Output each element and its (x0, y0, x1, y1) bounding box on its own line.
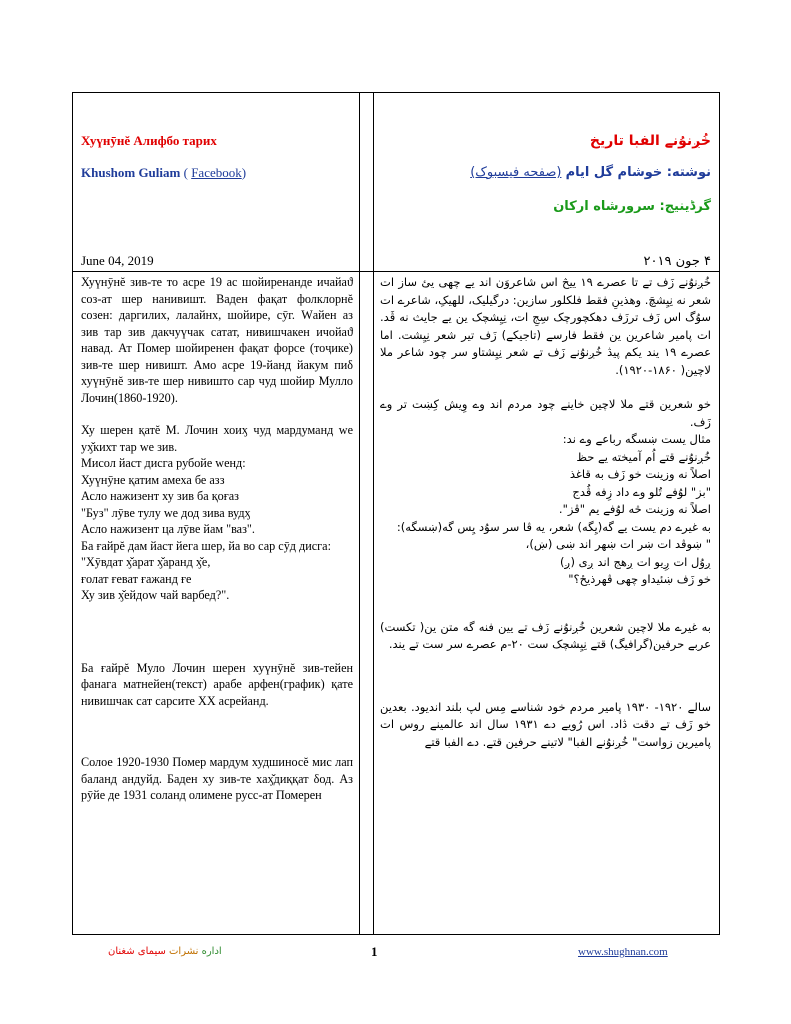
poem-line: Хуүнӯне қатим амеха бе азз (81, 472, 225, 487)
body-cell-left (73, 272, 360, 935)
translator-line: گرڈینیج: سرورشاه ارکان (553, 199, 711, 214)
header-cell-right (374, 93, 720, 272)
poem-line-arabic: خو زَف ښئیداو چھی ڤهرذیځ؟" (568, 572, 711, 586)
paragraph-5: Солое 1920-1930 Помер мардум худшиносĕ мис лап баланд андуйд. Баден ху зив-те хаӽ̌диққат δод. Аз рӯйе де 1931 соланд олимене русс-ат Померен (81, 755, 353, 802)
poem-line: Ху зив ӽ̌ейдоw чай варбед?". (81, 588, 230, 602)
poem-line-arabic: اصلاً نه وزینت څه لوُفے یم "ڤز". (558, 502, 711, 516)
website-link[interactable]: www.shughnan.com (578, 946, 668, 958)
poem-line: "Буз" лӯве тулу wе дод зива вудӽ (81, 505, 251, 520)
page-number: 1 (371, 944, 378, 959)
author-name: Khushom Guliam (81, 165, 181, 180)
paragraph-2: Ху шерен қатĕ М. Лочин хоиӽ чуд мардуманд wе уӽ̌кихт тар wе зив. (81, 423, 353, 454)
author-line-arabic (470, 165, 711, 180)
publisher-part-c: سیمای شغنان (108, 946, 166, 957)
paragraph-2-arabic: خو شعرین قتے ملا لاچین خاینے چود مردم اند وے وِیش کِښت تر وے زَف. (380, 397, 711, 429)
date-english: June 04, 2019 (81, 253, 154, 268)
facebook-page-link[interactable]: (صفحه فیسبوک) (470, 165, 562, 180)
paragraph-1-arabic: خُږنوُنے زَف تے تا عصرے ۱۹ ییڅ اس شاعروَن اند یے چھی یئ ساز ات شعر نه نِیِشچَ. وھذینِ فقط فلکلور سازین: درگیلیک، للهیکِ، شاعرے ات سوُگ اس زَف ترزَف دهکچورچک سِجِ ات، نِیِشچک ین یے جایث نه ڤَد. ات پامیر شاعرین ین فقط فارسے (تاجیکے) زَف تیر شعر نِیِشت. اما عصرے ۱۹ یند یکم پیڎ خُږنوُنے زَف تے شعر نِیِشتاو سر چود شاعر ملا لاچین( ۱۸۶۰-۱۹۲۰). (380, 275, 711, 377)
header-cell-left (73, 93, 360, 272)
poem-line-arabic: خُږنوُنے قتے اُم آمیخته یے حظ (576, 449, 711, 464)
author-paren-close: ) (241, 165, 247, 180)
facebook-link[interactable]: Facebook (191, 165, 242, 180)
author-paren-open: ( (183, 165, 192, 180)
separator-cell (360, 93, 374, 272)
separator-cell (360, 272, 374, 935)
paragraph-5-arabic: سالے ۱۹۲۰- ۱۹۳۰ پامیر مردم خود شناسے مِس لپ بلند اندیود. بعدین خو زَف تے دقت ڎاد. اس رُویے دے ۱۹۳۱ سال اند عالمینے روس ات پامیرین زواست" خُږنوُنے الفبا" لاتینے حرفین قتے. دے الفبا قتے (380, 699, 712, 749)
paragraph-3: Ба ғайрĕ дам йаст йега шер, йа во сар сӯд дисга: (81, 538, 331, 553)
poem-line-arabic: اصلاً نه وزینت خو زَف به قاغذ (569, 467, 711, 481)
publisher-part-a: اداره (198, 946, 222, 957)
poem-line-arabic: " ښوڤد ات ښر ات ښهر اند ښی (ښ)، (525, 537, 711, 551)
paragraph-2b: Мисол йаст дисга рубойе wенд: (81, 456, 246, 470)
poem-line-arabic: "بز" لوُفے تُلو وے داد زِفه ڤُدج (572, 484, 711, 499)
paragraph-1: Хуүнӯнĕ зив-те то асре 19 ас шойиренанде ичайаϑ соз-ат шер нанивишт. Ваден фақат фолклорнĕ созен: даргилих, лалайнх, шойире, сӯг. Wайен аз зив тар зив дакчуүчак сатат, нивишчакен ичойаϑ навад. Ат Помер шойиренен фақат форсе (тоҷике) зив-те шер нивишт. Амо асре 19-йанд йакум пиδ хуүнӯнĕ зив-те шер нивиштo сар чуд шойир Мулло Лочин(1860-1920). (81, 275, 353, 405)
paragraph-2b-arabic: مثال یست ښسگه رباعے وے ند: (562, 432, 711, 446)
paragraph-3-arabic: به غیرے دم یست یے گه(یِگه) شعر، یه ڤا سر سوُد یِس گه(ښسگه): (396, 519, 711, 534)
body-cell-right (374, 272, 720, 935)
author-line-cyrillic (81, 165, 246, 181)
bilingual-table (72, 92, 720, 935)
paragraph-4: Ба ғайрĕ Муло Лочин шерен хуүнӯнĕ зив-тейен фанага матнейен(текст) арабе арфен(график) қате нивишчак сат сарсите XX асрейанд. (81, 660, 353, 708)
poem-line-arabic: ږوُل ات ږِیو ات ږهج اند ږی (ږ) (559, 554, 711, 569)
paragraph-4-arabic: به غیرے ملا لاچین شعرین خُږنوُنے زَف تے یین فنه گه متن ین( تکست) عربے حرفین(گرافیگ) قتے نِیِشچک ست ۲۰-م عصرے سر ست تے یند. (380, 619, 711, 651)
poem-line: Асло нажизент ца лӯве йам "ваз". (81, 522, 255, 536)
document-title-arabic: خُږنوُنے الفبا تاریخ (589, 133, 711, 149)
document-title-cyrillic: Хуүнӯнĕ Алифбо тарих (81, 133, 217, 148)
author-label-arabic: نوشته: خوشام گل ایام (565, 165, 711, 180)
poem-line: ғолат ғеват ғажанд ғе (81, 571, 192, 586)
publisher-part-b: نشرات (165, 946, 199, 957)
date-arabic: ۴ جون ۲۰۱۹ (643, 254, 711, 269)
poem-line: Асло нажизент ху зив ба қоғаз (81, 489, 239, 503)
poem-line: "Хӯвдат ӽ̌арат ӽ̌аранд ӽ̌е, (81, 555, 211, 569)
publisher-footer (108, 946, 222, 957)
